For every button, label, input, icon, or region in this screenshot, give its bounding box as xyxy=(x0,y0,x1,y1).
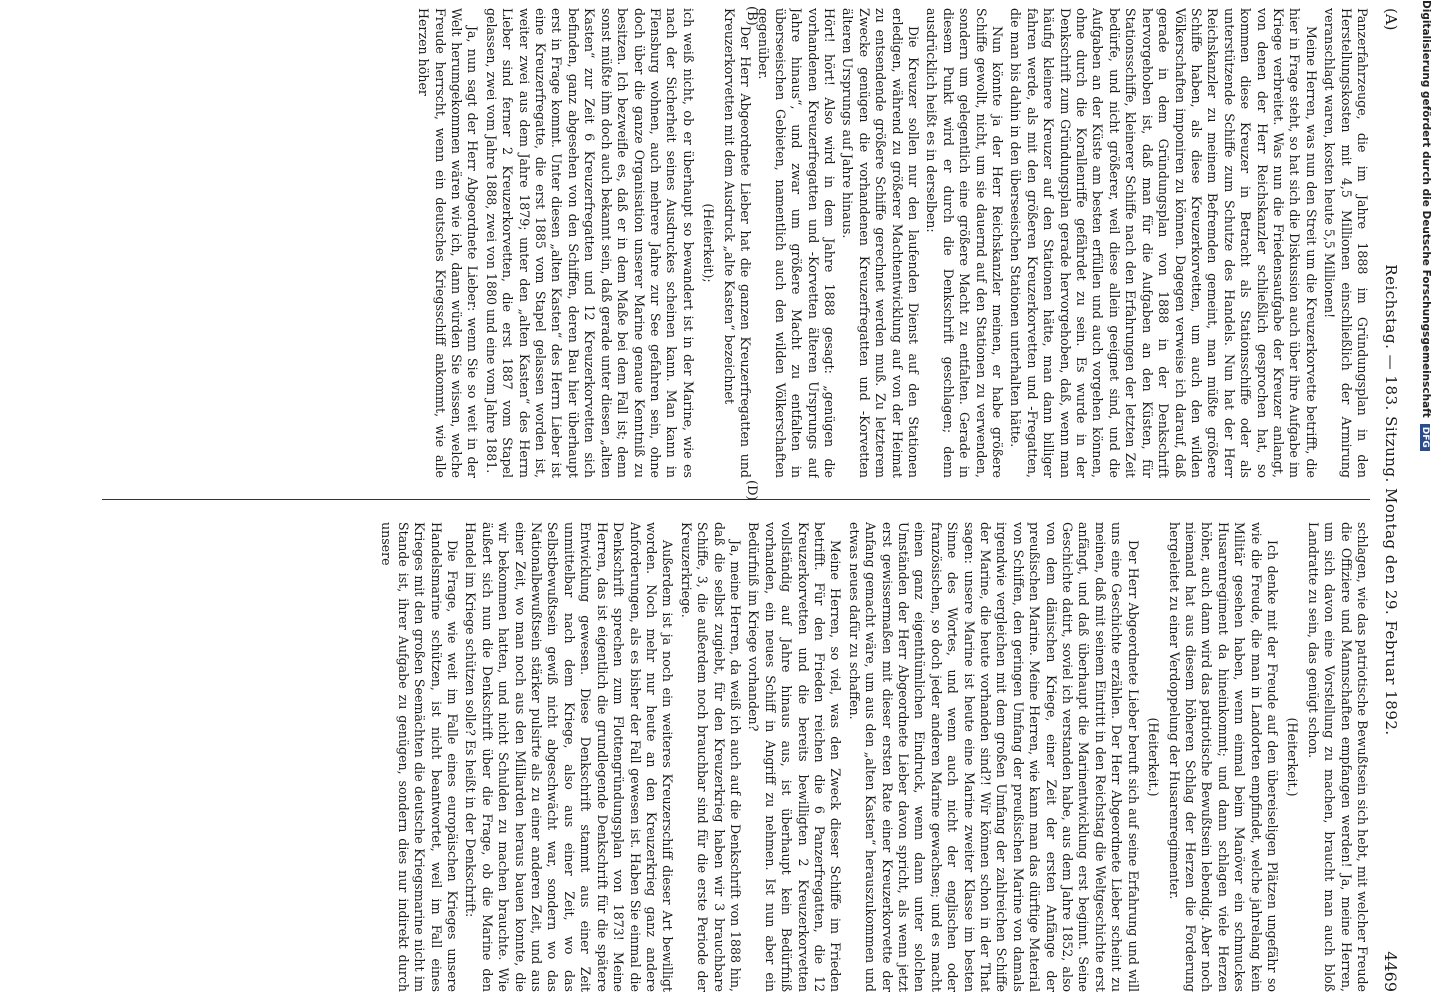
page-header xyxy=(1376,8,1406,992)
running-title: Reichstag. — 183. Sitzung. Montag den 29. Februar 1892. xyxy=(1382,264,1400,736)
right-column xyxy=(78,522,1370,992)
paragraph: Ja, meine Herren, da weiß ich auch auf die Denkschrift von 1888 hin, daß die selbst zugiebt, für den Kreuzerkrieg haben wir 3 brauchbare Schiffe, 3, die außerdem noch brauchbar sind für die erste Periode der Kreuzerkriege. xyxy=(678,522,743,992)
paragraph: Panzerfahrzeuge, die im Jahre 1888 im Gründungsplan in den Herstellungskosten mit 4,5 Millionen einschließlich der Armirung veranschlagt waren, kosten heute 5,5 Millionen! xyxy=(1322,8,1370,478)
page-number: 4469 xyxy=(1381,951,1400,992)
paragraph: Der Herr Abgeordnete Lieber hat die ganzen Kreuzerfregatten und Kreuzerkorvetten mit dem Ausdruck „alte Kasten“ bezeichnet xyxy=(721,8,753,478)
column-marker-d: (D) xyxy=(744,480,759,501)
paragraph: ich weiß nicht, ob er überhaupt so bewandert ist in der Marine, wie es nach der Sicherheit seines Ausdruckes scheinen kann. Man kann in Flensburg wohnen, auch mehrere Jahre zur See gefahren sein, ohne doch über die ganze Organisation unserer Marine genaue Kenntniß zu besitzen. Ich bezweifle es, daß er in dem Maße bei dem Fall ist; denn sonst müßte ihm doch auch bekannt sein, daß gerade unter diesen „alten Kasten“ zur Zeit 6 Kreuzerfregatten und 12 Kreuzerkorvetten sich befinden, ganz abgesehen von den Schiffen, deren Bau hier überhaupt erst in Frage kommt. Unter diesen „alten Kasten“ des Herrn Lieber ist eine Kreuzerfregatte, die erst 1885 vom Stapel gelassen worden ist, weiter zwei aus dem Jahre 1879; unter den „alten Kasten“ des Herrn Lieber sind ferner 2 Kreuzerkorvetten, die erst 1887 vom Stapel gelassen, zwei vom Jahre 1888, zwei von 1880 und eine vom Jahre 1881. xyxy=(483,8,696,478)
rotated-page xyxy=(72,2,1414,998)
paragraph: Ja, nun sagt der Herr Abgeordnete Lieber: wenn Sie so weit in der Welt herumgekommen wären wie ich, dann würden Sie wissen, welche Freude herrscht, wenn ein deutsches Kriegsschiff ankommt, wie alle Herzen höher xyxy=(416,8,481,478)
paragraph: Meine Herren, so viel, was den Zweck dieser Schiffe im Frieden betrifft. Für den Frieden reichen die 6 Panzerfregatten, die 12 Kreuzerkorvetten und die bereits bewilligten 2 Kreuzerkorvetten vollständig auf Jahre hinaus aus, ist überhaupt kein Bedürfniß vorhanden, ein neues Schiff in Angriff zu nehmen. Ist nun aber ein Bedürfniß im Kriege vorhanden? xyxy=(746,522,844,992)
paragraph: schlagen, wie das patriotische Bewußtsein sich hebt, mit welcher Freude die Offiziere und Mannschaften empfangen werden! Ja, meine Herren, um sich davon eine Vorstellung zu machen, braucht man auch bloß Landratte zu sein, das genügt schon. xyxy=(1305,522,1370,992)
column-divider xyxy=(102,499,1370,500)
credit-line xyxy=(1418,0,1432,1000)
paragraph: Nun könnte ja der Herr Reichskanzler meinen, er habe größere Schiffe gewollt, nicht, um sie dauernd auf den Stationen zu verwenden, sondern um gelegentlich eine größere Macht zu entfalten. Gerade in diesem Punkt wird er durch die Denkschrift geschlagen; denn ausdrücklich heißt es in derselben: xyxy=(924,8,1006,478)
interjection: (Heiterkeit); xyxy=(701,203,717,283)
quoted-paragraph: Die Kreuzer sollen nur den laufenden Dienst auf den Stationen erledigen, während zu größerer Machtentwicklung auf von der Heimat zu entsendende größere Schiffe gerechnet werden muß. Zu letzterem Zwecke genügen die vorhandenen Kreuzerfregatten und -Korvetten älteren Ursprungs auf Jahre hinaus. xyxy=(840,8,922,478)
digitization-credit xyxy=(1418,0,1432,1000)
paragraph: Außerdem ist ja noch ein weiteres Kreuzerschiff dieser Art bewilligt worden. Noch mehr nur heute an den Kreuzerkrieg ganz andere Anforderungen, als es bisher der Fall gewesen ist. Haben Sie einmal die Denkschrift sprechen zum Flottengründungsplan von 1873! Meine Herren, das ist eigentlich die grundlegende Denkschrift für die spätere Entwicklung gewesen. Diese Denkschrift stammt aus einer Zeit unmittelbar nach dem Kriege, also aus einer Zeit, wo das Selbstbewußtsein gewiß nicht abgeschwächt war, sondern wo das Nationalbewußtsein stärker pulsirte als zu einer anderen Zeit, und aus einer Zeit, wo man noch aus den Milliarden heraus bauen konnte, die wir bekommen hatten, und nicht Schulden zu machen brauchte. Wie äußert sich nun die Denkschrift über die Frage, ob die Marine den Handel im Kriege schützen solle? Es heißt in der Denkschrift: xyxy=(463,522,676,992)
paragraph: Ich denke mit der Freude auf den übereiseligen Plätzen ungefähr so wie die Freude, die man in Landorten empfindet, welche jahrelang kein Militär gesehen haben, wenn einmal beim Manöver ein schmuckes Husarenregiment da hineinkommt; und dann schlagen viele Herzen höher, auch dann wird das patriotische Bewußtsein lebendig. Aber noch niemand hat aus diesem höheren Schlag der Herzen die Forderung hergeleitet zu einer Verdoppelung der Husarenregimenter. xyxy=(1166,522,1280,992)
interjection: (Heiterkeit.) xyxy=(1285,717,1301,797)
dfg-logo: DFG xyxy=(1420,424,1430,451)
column-marker-a: (A) xyxy=(1382,8,1400,31)
paragraph: Der Herr Abgeordnete Lieber beruft sich auf seine Erfahrung und will uns eine Geschichte erzählen. Der Herr Abgeordnete Lieber scheint zu meinen, daß mit seinem Eintritt in den Reichstag die Weltgeschichte erst anfängt, und daß überhaupt die Marinentwicklung erst beginnt. Seine Geschichte datirt, soviel ich verstanden habe, aus dem Jahre 1852, also von dem dänischen Kriege, einer Zeit der ersten Anfänge der preußischen Marine. Meine Herren, wie kann man das dürftige Material von Schiffen, den geringen Umfang der preußischen Marine von damals irgendwie vergleichen mit dem großen Umfang der zahlreichen Schiffe der Marine, die heute vorhanden sind?! Wir können schon in der That sagen: unsere Marine ist heute eine Marine zweiter Klasse im besten Sinne des Wortes, und wenn auch nicht der englischen oder französischen, so doch jeder anderen Marine gewachsen; und es macht einen ganz eigenthümlichen Eindruck, wenn dann unter solchen Umständen der Herr Abgeordnete Lieber davon spricht, als wenn jetzt erst gewissermaßen mit dieser ersten Rate einer Kreuzerkorvette der Anfang gemacht wäre, um aus den „alten Kasten“ herauszukommen und etwas neues dafür zu schaffen. xyxy=(846,522,1141,992)
quoted-paragraph: Die Frage, wie weit im Falle eines europäischen Krieges unsere Handelsmarine schützen, ist nicht beantwortet, weil im Fall eines Krieges mit den großen Seemächten die deutsche Kriegsmarine nicht im Stande ist, ihrer Aufgabe zu genügen, sondern dies nur indirekt durch unsere xyxy=(379,522,461,992)
left-column xyxy=(78,8,1370,478)
column-marker-b: (B) xyxy=(744,6,759,26)
paragraph: Hört! hört! Also wird in dem Jahre 1888 gesagt: „genügen die vorhandenen Kreuzerfregatten und -Korvetten älteren Ursprungs auf Jahre hinaus“, und zwar um größere Macht zu entfalten in überseeischen Gebieten, namentlich auch den wilden Völkerschaften gegenüber. xyxy=(756,8,837,478)
interjection: (Heiterkeit.) xyxy=(1146,717,1162,797)
credit-text: Digitalisierung gefördert durch die Deutsche Forschungsgemeinschaft xyxy=(1420,0,1432,418)
paragraph: Meine Herren, was nun den Streit um die Kreuzerkorvette betrifft, die hier in Frage steht, so hat sich die Diskussion auch über ihre Aufgabe im Kriege verbreitet. Was nun die Friedensaufgabe der Kreuzer anlangt, von denen der Herr Reichskanzler schließlich gesprochen hat, so kommen diese Kreuzer in Betracht als Stationsschiffe oder als unterstützende Schiffe zum Schutze des Handels. Nun hat der Herr Reichskanzler zu meinem Befremden gemeint, man müßte größere Schiffe haben, als diese Kreuzerkorvetten, um auch den wilden Völkerschaften imponiren zu können. Dagegen verweise ich darauf, daß gerade in dem Gründungsplan von 1888 in der Denkschrift hervorgehoben ist, daß man für die Aufgaben an den Küsten, für Stationsschiffe, kleinerer Schiffe nach den Erfahrungen der letzten Zeit bedürfe, und nicht größerer, weil diese allein geeignet sind, und die Aufgaben an der Küste am besten erfüllen und auch vorgehen können, ohne durch die Korallenriffe gefährdet zu sein. Es wurde in der Denkschrift zum Gründungsplan gerade hervorgehoben, daß, wenn man häufig kleinere Kreuzer auf den Stationen hätte, man dann billiger fahren werde, als mit den größeren Kreuzerkorvetten und -Fregatten, die man bis dahin in den überseeischen Stationen unterhalten hätte. xyxy=(1008,8,1319,478)
